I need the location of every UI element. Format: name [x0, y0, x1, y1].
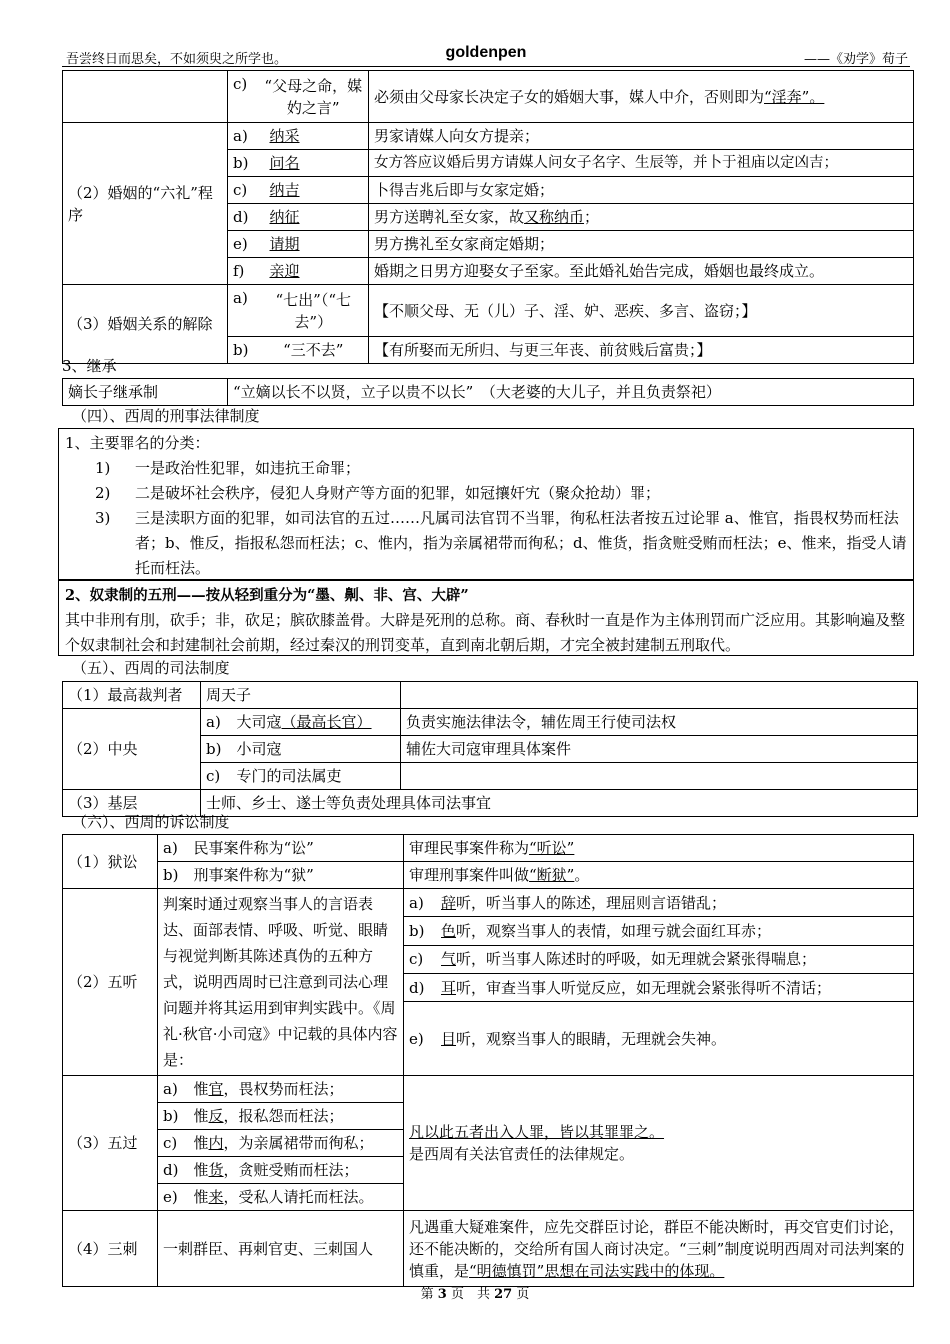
central-name: 专门的司法属吏 — [231, 763, 401, 790]
five-punish-heading: 2、奴隶制的五刑——按从轻到重分为“墨、劓、非、宫、大辟” — [65, 587, 469, 604]
item-key: d) — [158, 1157, 190, 1184]
fault-note: 凡以此五者出入人罪，皆以其罪罪之。 是西周有关法官责任的法律规定。 — [404, 1076, 914, 1211]
item-name: “父母之命，媒妁之言” — [264, 71, 369, 123]
page-footer: 第 3 页 共 27 页 — [420, 1287, 530, 1302]
p1-item: 刑事案件称为“狱” — [190, 862, 404, 889]
listen-item: d) 耳听，审查当事人听觉反应，如无理就会紧张得听不清话； — [404, 974, 914, 1002]
rite-name: 纳征 — [269, 208, 300, 226]
item-key: f) — [228, 258, 264, 285]
local-label: （3）基层 — [63, 790, 201, 817]
inherit-heading: 3、继承 — [62, 357, 117, 375]
header-quote: 吾尝终日而思矣，不如须臾之所学也。 — [66, 52, 288, 67]
crime-item: 2) 二是破坏社会秩序，侵犯人身财产等方面的犯罪，如冠攘奸宄（聚众抢劫）罪； — [95, 484, 661, 502]
local-value: 士师、乡士、遂士等负责处理具体司法事宜 — [201, 790, 918, 817]
p1-desc: 审理民事案件称为“听讼” — [404, 835, 914, 862]
rite-desc: 男方送聘礼至女家，故又称纳币； — [369, 204, 914, 231]
listen-item: b) 色听，观察当事人的表情，如理亏就会面红耳赤； — [404, 917, 914, 945]
supreme-label: （1）最高裁判者 — [63, 682, 201, 709]
fault-item: 惟内，为亲属裙带而徇私； — [190, 1130, 404, 1157]
blank-cell — [401, 682, 918, 709]
central-name: 大司寇（最高长官） — [231, 709, 401, 736]
item-desc: 【不顺父母、无（儿）子、淫、妒、恶疾、多言、盗窃；】 — [369, 285, 914, 337]
p4-desc: 凡遇重大疑难案件，应先交群臣讨论，群臣不能决断时，再交官吏们讨论，还不能决断的，交给所有国人商讨决定。“三刺”制度说明西周对司法判案的慎重，是“明德慎罚”思想在司法实践中的体现。 — [404, 1211, 914, 1287]
item-key: c) — [201, 763, 231, 790]
item-key: b) — [228, 150, 264, 177]
blank-cell — [63, 71, 228, 123]
rite-name: 纳吉 — [269, 181, 300, 199]
six-rites-label: （2）婚姻的“六礼”程序 — [63, 123, 228, 285]
item-key: a) — [158, 835, 190, 862]
central-desc: 负责实施法律法令，辅佐周王行使司法权 — [401, 709, 918, 736]
central-label: （2）中央 — [63, 709, 201, 790]
item-key: b) — [158, 862, 190, 889]
rite-desc: 女方答应议婚后男方请媒人问女子名字、生辰等，并卜于祖庙以定凶吉； — [369, 150, 914, 177]
crime-heading: 1、主要罪名的分类： — [65, 434, 210, 452]
central-name: 小司寇 — [231, 736, 401, 763]
item-name: “七出”（“七去”） — [264, 285, 369, 337]
item-key: a) — [201, 709, 231, 736]
listen-item: e) 目听，观察当事人的眼睛，无理就会失神。 — [404, 1002, 914, 1076]
item-key: d) — [228, 204, 264, 231]
header-source: ——《劝学》荀子 — [803, 52, 908, 67]
p2-label: （2）五听 — [63, 889, 158, 1076]
p4-mid: 一刺群臣、再刺官吏、三刺国人 — [158, 1211, 404, 1287]
item-key: e) — [228, 231, 264, 258]
sec5-title: （五）、西周的司法制度 — [72, 659, 230, 677]
marriage-table — [62, 70, 914, 364]
item-key: c) — [228, 177, 264, 204]
item-key: c) — [158, 1130, 190, 1157]
sec6-title: （六）、西周的诉讼制度 — [72, 813, 230, 831]
supreme-value: 周天子 — [201, 682, 401, 709]
rite-name: 请期 — [269, 235, 300, 253]
fault-item: 惟货，贪赃受贿而枉法； — [190, 1157, 404, 1184]
fault-item: 惟来，受私人请托而枉法。 — [190, 1184, 404, 1211]
rite-desc: 男方携礼至女家商定婚期； — [369, 231, 914, 258]
inherit-value: “立嫡以长不以贤，立子以贵不以长” （大老婆的大儿子，并且负责祭祀） — [228, 379, 914, 406]
dissolve-label: （3）婚姻关系的解除 — [63, 285, 228, 364]
item-desc: 【有所娶而无所归、与更三年丧、前贫贱后富贵；】 — [369, 337, 914, 364]
litigation-table — [62, 834, 914, 1287]
five-punish-body: 其中非刑有刖，砍手；非，砍足；膑砍膝盖骨。大辟是死刑的总称。商、春秋时一直是作为主体刑罚而广泛应用。其影响遍及整个奴隶制社会和封建制社会前期，经过秦汉的刑罚变革，直到南北朝后期，才完全被封建制五刑取代。 — [65, 611, 906, 654]
rite-desc: 男家请媒人向女方提亲； — [369, 123, 914, 150]
p1-label: （1）狱讼 — [63, 835, 158, 889]
fault-item: 惟反，报私怨而枉法； — [190, 1103, 404, 1130]
inherit-key: 嫡长子继承制 — [63, 379, 228, 406]
rite-name: 亲迎 — [269, 262, 300, 280]
item-key: b) — [158, 1103, 190, 1130]
page-number: 3 — [437, 1287, 447, 1302]
page-total: 27 — [494, 1287, 513, 1302]
listen-item: a) 辞听，听当事人的陈述，理屈则言语错乱； — [404, 889, 914, 917]
item-desc: 必须由父母家长决定子女的婚姻大事，媒人中介，否则即为“淫奔”。 — [369, 71, 914, 123]
listen-item: c) 气听，听当事人陈述时的呼吸，如无理就会紧张得喘息； — [404, 945, 914, 973]
rite-name: 纳采 — [269, 127, 300, 145]
p4-label: （4）三刺 — [63, 1211, 158, 1287]
rite-desc: 婚期之日男方迎娶女子至家。至此婚礼始告完成，婚姻也最终成立。 — [369, 258, 914, 285]
p2-intro: 判案时通过观察当事人的言语表达、面部表情、呼吸、听觉、眼睛与视觉判断其陈述真伪的五种方式，说明西周时已注意到司法心理问题并将其运用到审判实践中。《周礼·秋官·小司寇》中记载的具体内容是： — [158, 889, 404, 1076]
item-key: a) — [228, 285, 264, 337]
rite-name: 问名 — [269, 154, 300, 172]
header-brand: goldenpen — [445, 44, 527, 61]
item-key: a) — [228, 123, 264, 150]
inherit-table — [62, 378, 914, 406]
central-desc — [401, 763, 918, 790]
p1-desc: 审理刑事案件叫做“断狱”。 — [404, 862, 914, 889]
crime-item: 3) 三是渎职方面的犯罪，如司法官的五过……凡属司法官罚不当罪，徇私枉法者按五过论罪 a、惟官，指畏权势而枉法者；b、惟反，指报私怨而枉法；c、惟内，指为亲属裙带而徇私；d、惟货，指贪赃受贿而枉法；e、惟来，指受人请托而枉法。 — [95, 509, 907, 577]
sec4-title: （四）、西周的刑事法律制度 — [72, 407, 260, 425]
crime-item: 1) 一是政治性犯罪，如违抗王命罪； — [95, 459, 361, 477]
item-name: “三不去” — [264, 337, 369, 364]
p3-label: （3）五过 — [63, 1076, 158, 1211]
p1-item: 民事案件称为“讼” — [190, 835, 404, 862]
five-punish-box — [58, 580, 914, 656]
item-key: b) — [228, 337, 264, 364]
item-key: b) — [201, 736, 231, 763]
crime-box — [58, 428, 914, 580]
item-key: e) — [158, 1184, 190, 1211]
item-key: a) — [158, 1076, 190, 1103]
item-key: c) — [228, 71, 264, 123]
rite-desc: 卜得吉兆后即与女家定婚； — [369, 177, 914, 204]
fault-item: 惟官，畏权势而枉法； — [190, 1076, 404, 1103]
judicial-table — [62, 681, 918, 817]
page-header — [62, 44, 910, 67]
central-desc: 辅佐大司寇审理具体案件 — [401, 736, 918, 763]
